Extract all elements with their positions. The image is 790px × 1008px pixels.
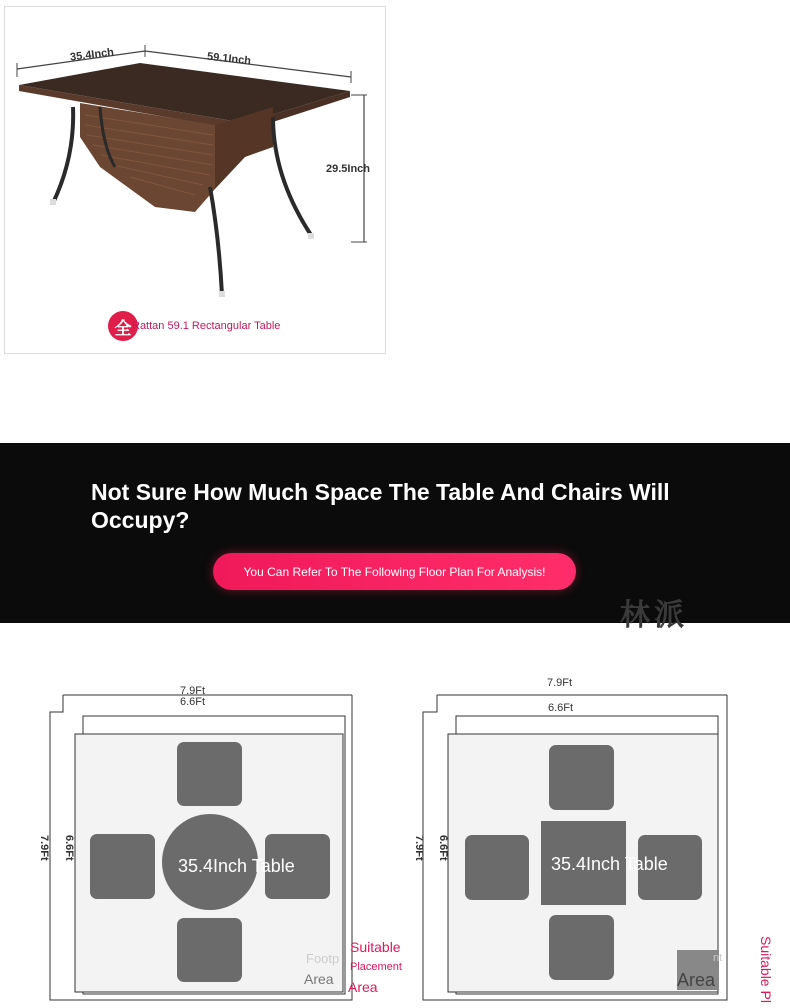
chair-bottom: [549, 915, 614, 980]
floor-plan-button[interactable]: You Can Refer To The Following Floor Plan For Analysis!: [213, 553, 576, 590]
footprint-area-label: Area: [677, 970, 716, 990]
inner-width-label: 6.6Ft: [548, 702, 574, 714]
width-dimension-label: 35.4Inch: [69, 46, 115, 64]
square-table-label: 35.4Inch Table: [551, 854, 668, 874]
banner-heading: Not Sure How Much Space The Table And Chairs Will Occupy?: [91, 479, 670, 533]
height-dimension-label: 29.5Inch: [326, 163, 371, 175]
brand-logo-icon: 全: [108, 311, 138, 341]
length-dimension-label: 59.1Inch: [206, 50, 252, 68]
brand-watermark: 林派: [620, 599, 688, 632]
outer-height-label: 7.9Ft: [413, 835, 425, 861]
chair-left: [465, 835, 529, 900]
footprint-label: nt: [713, 952, 723, 964]
suitable-placement-side-label: Suitable Pl: [758, 936, 774, 1003]
suitable-label: Suitable: [350, 939, 401, 955]
chair-top: [177, 742, 242, 806]
rattan-table-illustration: [5, 7, 387, 355]
round-table-label: 35.4Inch Table: [178, 856, 295, 876]
footprint-label: Footp: [306, 951, 340, 966]
footprint-area-label: Area: [304, 971, 334, 987]
product-image-card: [4, 6, 386, 354]
inner-height-label: 6.6Ft: [63, 835, 75, 861]
product-caption: [108, 311, 280, 341]
outer-height-label: 7.9Ft: [38, 835, 50, 861]
placement-label: Placement: [350, 961, 402, 973]
chair-top: [549, 745, 614, 810]
chair-left: [90, 834, 155, 899]
inner-height-label: 6.6Ft: [437, 835, 449, 861]
outer-width-label: 7.9Ft: [180, 685, 206, 697]
product-caption-text: Rattan 59.1 Rectangular Table: [132, 320, 281, 332]
chair-bottom: [177, 918, 242, 982]
inner-width-label: 6.6Ft: [180, 696, 206, 708]
placement-area-label: Area: [348, 979, 378, 995]
outer-width-label: 7.9Ft: [547, 677, 573, 689]
